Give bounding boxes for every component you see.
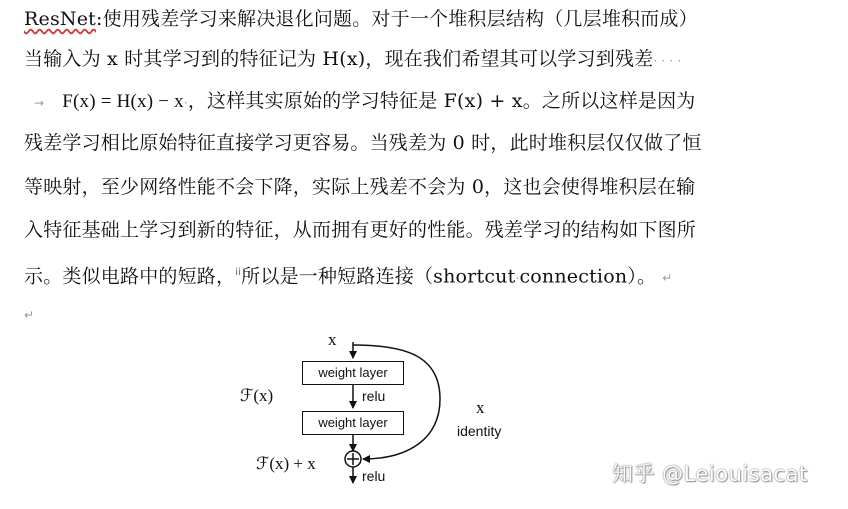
line6-text: 入特征基础上学习到新的特征，从而拥有更好的性能。残差学习的结构如下图所 (24, 219, 697, 241)
line2-text: 当输入为 x 时其学习到的特征记为 H(x)，现在我们希望其可以学习到残差 (24, 48, 654, 70)
weight-layer-2: weight layer (302, 411, 404, 435)
paragraph-line-4 (24, 128, 702, 158)
paragraph-line-6 (24, 215, 696, 245)
paragraph-line-2 (24, 44, 681, 74)
paragraph-return-mark-empty: ↵ (24, 308, 35, 322)
line7-text-a: 示。类似电路中的短路， (24, 265, 236, 288)
paragraph-return-mark: ↵ (662, 271, 673, 286)
sum-label: ℱ(x) + x (256, 454, 316, 473)
ii-mark: ii (235, 267, 242, 278)
empty-line (24, 298, 34, 328)
line1-text: :使用残差学习来解决退化问题。对于一个堆积层结构（几层堆积而成） (96, 8, 698, 30)
formatting-marks: · · · · (653, 54, 682, 68)
weight-layer-1: weight layer (302, 361, 404, 385)
residual-block-diagram (228, 327, 548, 509)
space-mark: · (515, 271, 520, 286)
formatting-mark: · (183, 96, 188, 110)
skip-x-label: x (476, 398, 485, 417)
line4-text: 残差学习相比原始特征直接学习更容易。当残差为 0 时，此时堆积层仅仅做了恒 (24, 132, 702, 154)
line7-text-b: 所以是一种短路连接（shortcut (241, 265, 516, 288)
line3-text: ，这样其实原始的学习特征是 F(x) + x。之所以这样是因为 (187, 90, 696, 112)
line5-text: 等映射，至少网络性能不会下降，实际上残差不会为 0，这也会使得堆积层在输 (24, 176, 696, 198)
paragraph-line-1 (24, 4, 698, 34)
line7-text-c: connection）。 (519, 265, 657, 288)
input-x-label: x (328, 330, 337, 349)
paragraph-line-7 (24, 258, 672, 288)
identity-label: identity (457, 423, 502, 439)
paragraph-line-3 (24, 86, 696, 116)
residual-formula: F(x) = H(x) − x (62, 91, 184, 112)
tab-arrow-mark: → (34, 96, 45, 110)
paragraph-line-5 (24, 172, 695, 202)
fx-label: ℱ(x) (240, 386, 274, 405)
relu-label-1: relu (362, 388, 386, 404)
relu-label-2: relu (362, 468, 386, 484)
resnet-term: ResNet (24, 8, 97, 30)
zhihu-watermark: 知乎 @Leiouisacat (612, 462, 808, 486)
